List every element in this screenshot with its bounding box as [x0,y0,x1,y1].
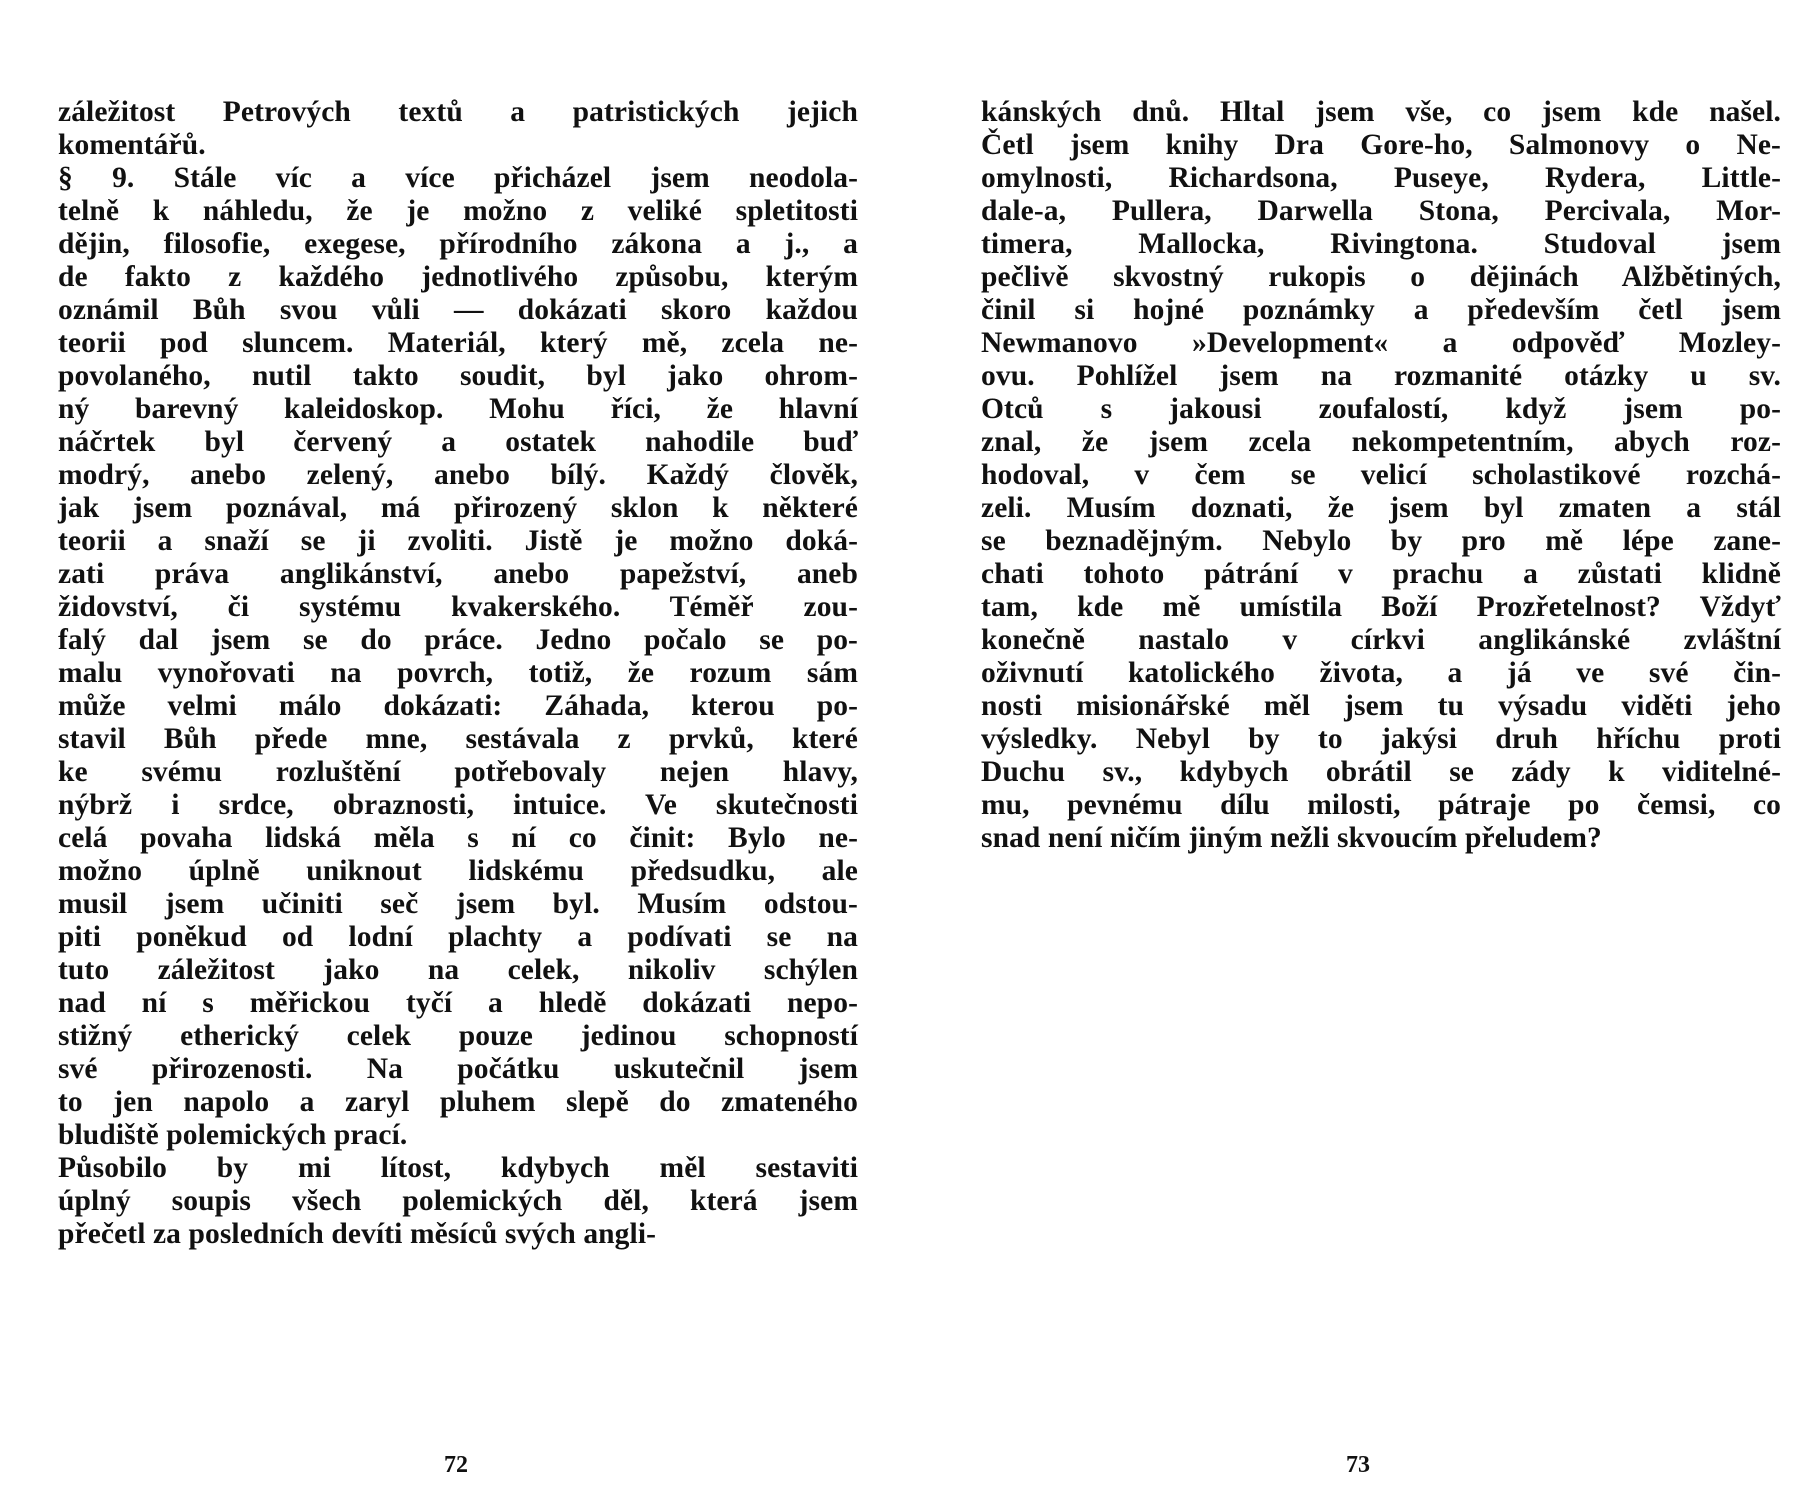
text-line: komentářů. [58,129,206,161]
text-line: omylnosti, Richardsona, Puseye, Rydera, Little- [981,162,1781,194]
text-line: tuto záležitost jako na celek, nikoliv schýlen [58,954,858,986]
text-line: úplný soupis všech polemických děl, která jsem [58,1185,858,1217]
text-line: teorii a snaží se ji zvoliti. Jistě je možno doká- [58,525,858,557]
text-line: náčrtek byl červený a ostatek nahodile buď [58,426,858,458]
text-line: telně k náhledu, že je možno z veliké spletitosti [58,195,858,227]
text-line: nad ní s měřickou tyčí a hledě dokázati nepo- [58,987,858,1019]
text-line: nosti misionářské měl jsem tu výsadu viděti jeho [981,690,1781,722]
text-line: bludiště polemických prací. [58,1119,408,1151]
text-line: timera, Mallocka, Rivingtona. Studoval jsem [981,228,1781,260]
left-page-number: 72 [444,1452,468,1478]
text-line: přečetl za posledních devíti měsíců svých angli- [58,1218,657,1250]
text-line: kánských dnů. Hltal jsem vše, co jsem kde našel. [981,96,1781,128]
text-line: ovu. Pohlížel jsem na rozmanité otázky u sv. [981,360,1781,392]
text-line: jak jsem poznával, má přirozený sklon k některé [58,492,858,524]
text-line: Četl jsem knihy Dra Gore-ho, Salmonovy o Ne- [981,129,1781,161]
text-line: Působilo by mi lítost, kdybych měl sestaviti [58,1152,858,1184]
text-line: Otců s jakousi zoufalostí, když jsem po- [981,393,1781,425]
text-line: se beznadějným. Nebylo by pro mě lépe zane- [981,525,1781,557]
text-line: stižný etherický celek pouze jedinou schopností [58,1020,858,1052]
text-line: činil si hojné poznámky a především četl jsem [981,294,1781,326]
left-page-text [58,96,858,1251]
text-line: dale-a, Pullera, Darwella Stona, Percivala, Mor- [981,195,1781,227]
text-line: teorii pod sluncem. Materiál, který mě, zcela ne- [58,327,858,359]
text-line: modrý, anebo zelený, anebo bílý. Každý člověk, [58,459,858,491]
text-line: stavil Bůh přede mne, sestávala z prvků, které [58,723,858,755]
text-line: zeli. Musím doznati, že jsem byl zmaten a stál [981,492,1781,524]
text-line: malu vynořovati na povrch, totiž, že rozum sám [58,657,858,689]
text-line: může velmi málo dokázati: Záhada, kterou po- [58,690,858,722]
text-line: konečně nastalo v církvi anglikánské zvláštní [981,624,1781,656]
text-line: tam, kde mě umístila Boží Prozřetelnost? Vždyť [981,591,1781,623]
right-page-text [981,96,1781,855]
text-line: to jen napolo a zaryl pluhem slepě do zmateného [58,1086,858,1118]
text-line: de fakto z každého jednotlivého způsobu, kterým [58,261,858,293]
text-line: židovství, či systému kvakerského. Téměř zou- [58,591,858,623]
text-line: celá povaha lidská měla s ní co činit: Bylo ne- [58,822,858,854]
text-line: ný barevný kaleidoskop. Mohu říci, že hlavní [58,393,858,425]
text-line: chati tohoto pátrání v prachu a zůstati klidně [981,558,1781,590]
text-line: pečlivě skvostný rukopis o dějinách Alžbětiných, [981,261,1781,293]
text-line: znal, že jsem zcela nekompetentním, abych roz- [981,426,1781,458]
text-line: piti poněkud od lodní plachty a podívati se na [58,921,858,953]
text-line: mu, pevnému dílu milosti, pátraje po čemsi, co [981,789,1781,821]
text-line: Newmanovo »Development« a odpověď Mozley- [981,327,1781,359]
text-line: oživnutí katolického života, a já ve své čin- [981,657,1781,689]
text-line: Duchu sv., kdybych obrátil se zády k viditelné- [981,756,1781,788]
text-line: falý dal jsem se do práce. Jedno počalo se po- [58,624,858,656]
text-line: ke svému rozluštění potřebovaly nejen hlavy, [58,756,858,788]
text-line: dějin, filosofie, exegese, přírodního zákona a j., a [58,228,858,260]
right-page [909,0,1818,1500]
right-page-number: 73 [1346,1452,1370,1478]
text-line: povolaného, nutil takto soudit, byl jako ohrom- [58,360,858,392]
text-line: možno úplně uniknout lidskému předsudku, ale [58,855,858,887]
text-line: snad není ničím jiným nežli skvoucím přeludem? [981,822,1602,854]
text-line: nýbrž i srdce, obraznosti, intuice. Ve skutečnosti [58,789,858,821]
text-line: oznámil Bůh svou vůli — dokázati skoro každou [58,294,858,326]
text-line: své přirozenosti. Na počátku uskutečnil jsem [58,1053,858,1085]
text-line: výsledky. Nebyl by to jakýsi druh hříchu proti [981,723,1781,755]
text-line: musil jsem učiniti seč jsem byl. Musím odstou- [58,888,858,920]
text-line: hodoval, v čem se velicí scholastikové rozchá- [981,459,1781,491]
text-line: záležitost Petrových textů a patristických jejich [58,96,858,128]
text-line: zati práva anglikánství, anebo papežství, aneb [58,558,858,590]
text-line: § 9. Stále víc a více přicházel jsem neodola- [58,162,858,194]
